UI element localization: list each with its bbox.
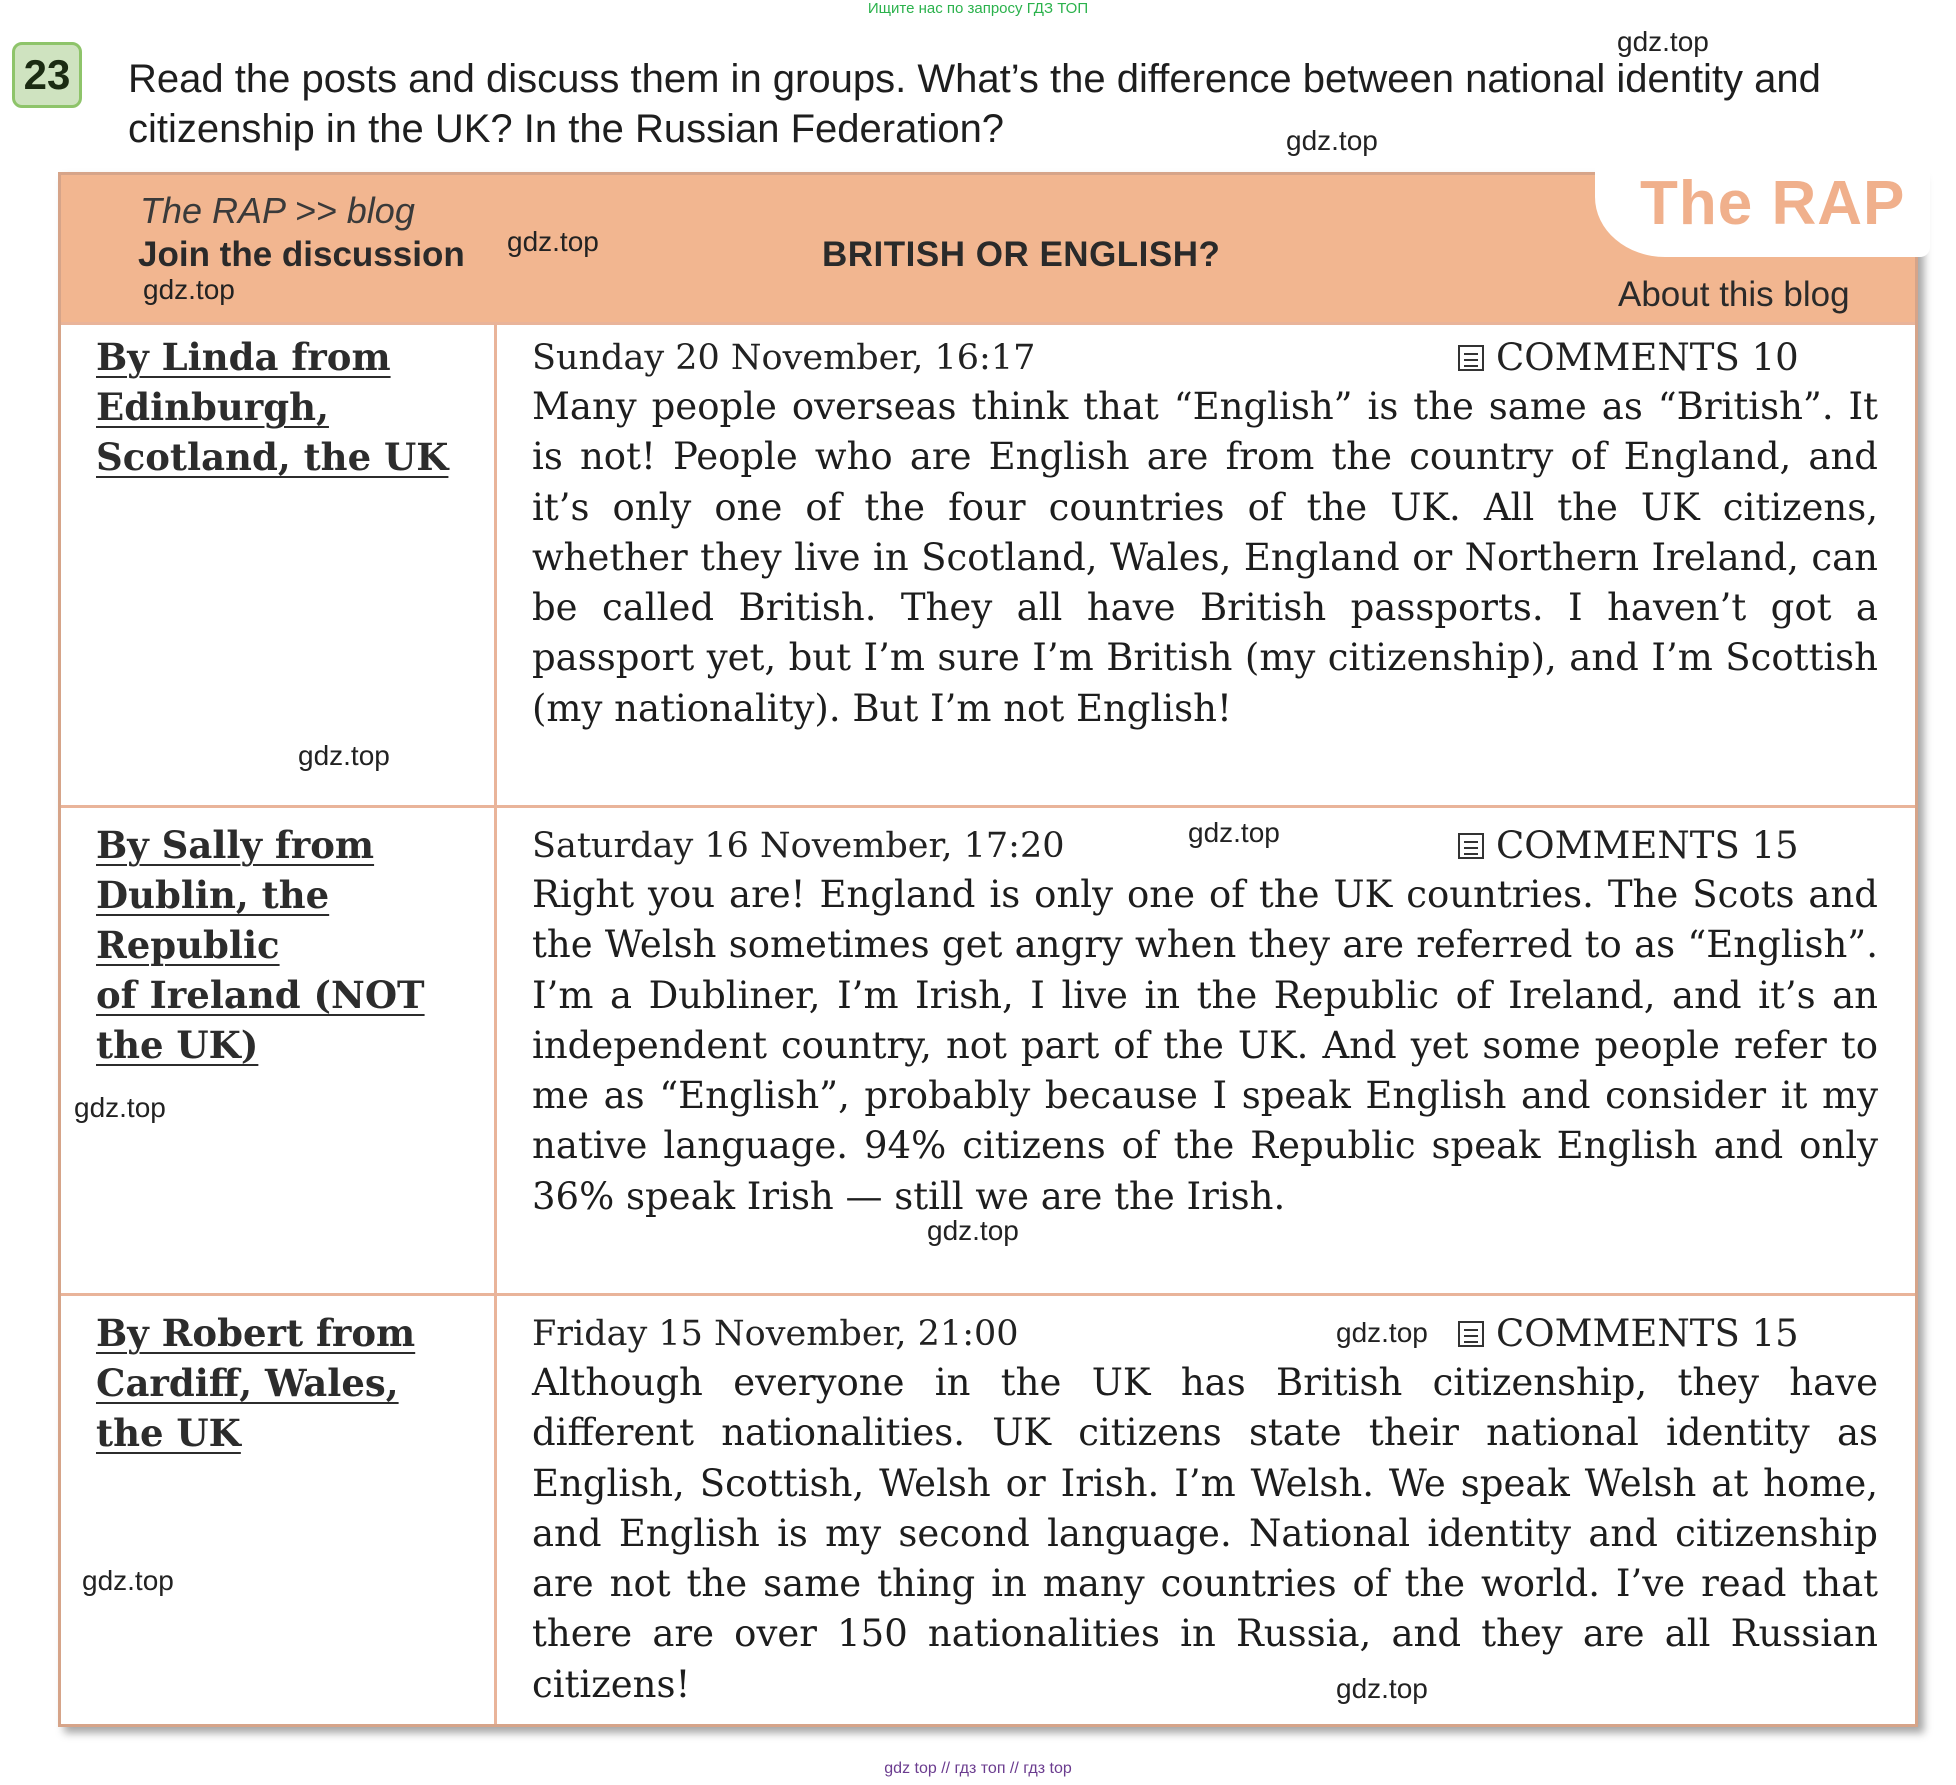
about-blog-link[interactable]: About this blog: [1618, 275, 1850, 314]
section-title: BRITISH OR ENGLISH?: [822, 235, 1221, 274]
comment-icon: [1458, 833, 1484, 859]
post-date: Sunday 20 November, 16:17: [532, 338, 1036, 378]
exercise-task: Read the posts and discuss them in groups. What’s the difference between national identity and citizenship in the UK? In the Russian Federation?: [128, 57, 1821, 151]
table-divider: [61, 805, 1915, 808]
brand-logo: The RAP: [1640, 169, 1906, 238]
bottom-note: gdz top // гдз топ // гдз top: [884, 1760, 1072, 1777]
table-divider: [61, 322, 1915, 325]
watermark: gdz.top: [298, 740, 390, 771]
watermark: gdz.top: [143, 274, 235, 305]
watermark: gdz.top: [1336, 1317, 1428, 1348]
post-author[interactable]: By Linda from Edinburgh, Scotland, the UK: [96, 335, 449, 479]
watermark: gdz.top: [1188, 817, 1280, 848]
top-note: Ищите нас по запросу ГДЗ ТОП: [867, 0, 1089, 17]
comment-icon: [1458, 1321, 1484, 1347]
comments-link[interactable]: COMMENTS 15: [1458, 1312, 1799, 1355]
watermark: gdz.top: [1336, 1673, 1428, 1704]
comments-link[interactable]: COMMENTS 10: [1458, 336, 1799, 379]
comment-icon: [1458, 345, 1484, 371]
post-date: Saturday 16 November, 17:20: [532, 826, 1065, 866]
table-divider: [61, 1293, 1915, 1296]
watermark: gdz.top: [1286, 125, 1378, 156]
blog-title: The RAP >> blog: [140, 190, 415, 231]
post-author[interactable]: By Robert from Cardiff, Wales, the UK: [96, 1311, 416, 1455]
post-text: Although everyone in the UK has British citizenship, they have different nationalities. UK citizens state their national identity as English, Scottish, Welsh or Irish. I’m Welsh. We speak Welsh at home, and English is my second language. National identity and citizenship are not the same thing in many countries of the world. I’ve read that there are over 150 nationalities in Russia, and they are all Russian citizens!: [532, 1361, 1878, 1706]
join-discussion-link[interactable]: Join the discussion: [138, 235, 465, 274]
watermark: gdz.top: [1617, 26, 1709, 57]
watermark: gdz.top: [507, 226, 599, 257]
post-date: Friday 15 November, 21:00: [532, 1314, 1019, 1354]
post-text: Right you are! England is only one of the UK countries. The Scots and the Welsh sometimes get angry when they are referred to as “English”. I’m a Dubliner, I’m Irish, I live in the Republic of Ireland, and it’s an independent country, not part of the UK. And yet some people refer to me as “English”, probably because I speak English and consider it my native language. 94% citizens of the Republic speak English and only 36% speak Irish — still we are the Irish.: [532, 873, 1878, 1218]
watermark: gdz.top: [927, 1215, 1019, 1246]
exercise-number-badge: 23: [12, 42, 82, 108]
post-author[interactable]: By Sally from Dublin, the Republic of Ireland (NOT the UK): [96, 823, 425, 1067]
comments-link[interactable]: COMMENTS 15: [1458, 824, 1799, 867]
watermark: gdz.top: [74, 1092, 166, 1123]
watermark: gdz.top: [82, 1565, 174, 1596]
post-text: Many people overseas think that “English” is the same as “British”. It is not! People who are English are from the country of England, and it’s only one of the four countries of the UK. All the UK citizens, whether they live in Scotland, Wales, England or Northern Ireland, can be called British. They all have British passports. I haven’t got a passport yet, but I’m sure I’m British (my citizenship), and I’m Scottish (my nationality). But I’m not English!: [532, 385, 1878, 730]
